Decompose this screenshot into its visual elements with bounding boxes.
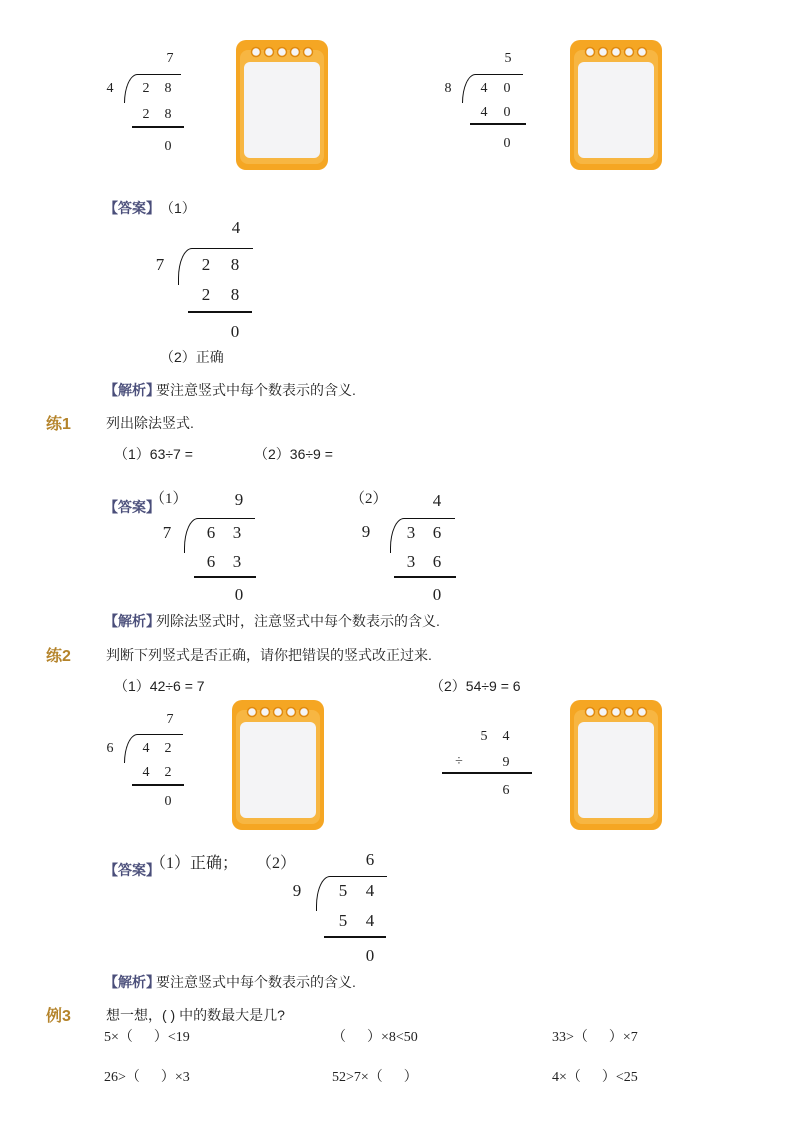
inequality-item: 33>（ ）×7: [552, 1030, 638, 1045]
divisor: 7: [162, 523, 172, 542]
result-line: [442, 772, 532, 774]
question-2: （2）54÷9 = 6: [430, 678, 521, 694]
notepad-icon: [236, 40, 328, 170]
dividend-digit: 6: [432, 523, 442, 542]
dividend-digit: 2: [164, 741, 172, 756]
quotient: 7: [166, 51, 174, 66]
product-digit: 5: [338, 911, 348, 930]
dividend-digit: 8: [230, 255, 240, 274]
subtraction-line: [188, 311, 252, 313]
subtraction-line: [394, 576, 456, 578]
divisor: 9: [292, 881, 302, 900]
analysis-text: 列除法竖式时，注意竖式中每个数表示的含义.: [156, 613, 440, 629]
inequality-item: （ ）×8<50: [332, 1030, 418, 1045]
remainder: 0: [164, 139, 172, 154]
remainder: 0: [503, 136, 511, 151]
product-digit: 4: [480, 105, 488, 120]
answer-part-number: （2）: [350, 491, 388, 507]
quotient: 4: [231, 218, 241, 237]
question-1: （1）63÷7 =: [114, 446, 193, 462]
instruction: 列出除法竖式.: [106, 415, 194, 431]
remainder: 0: [432, 585, 442, 604]
top-digit: 5: [480, 729, 488, 744]
dividend-digit: 5: [338, 881, 348, 900]
subtraction-line: [470, 123, 526, 125]
result: 6: [502, 783, 510, 798]
inequality-item: 26>（ ）×3: [104, 1070, 190, 1085]
quotient: 4: [432, 491, 442, 510]
divisor: 4: [106, 81, 114, 96]
dividend-digit: 4: [480, 81, 488, 96]
product-digit: 3: [232, 552, 242, 571]
instruction: 判断下列竖式是否正确，请你把错误的竖式改正过来.: [106, 647, 432, 663]
product-digit: 4: [142, 765, 150, 780]
subtraction-line: [324, 936, 386, 938]
quotient: 5: [504, 51, 512, 66]
dividend-digit: 2: [142, 81, 150, 96]
product-digit: 6: [206, 552, 216, 571]
analysis-text: 要注意竖式中每个数表示的含义.: [156, 974, 356, 990]
divisor: 9: [361, 522, 371, 541]
operator: ÷: [455, 754, 463, 769]
remainder: 0: [365, 946, 375, 965]
product-digit: 3: [406, 552, 416, 571]
section-tag: 练1: [46, 416, 71, 433]
dividend-digit: 6: [206, 523, 216, 542]
analysis-text: 要注意竖式中每个数表示的含义.: [156, 382, 356, 398]
section-tag: 例3: [46, 1008, 71, 1025]
instruction: 想一想，( ) 中的数最大是几?: [106, 1007, 285, 1023]
section-tag: 练2: [46, 648, 71, 665]
answer-text: （1）正确；: [150, 855, 239, 872]
answer-part2: （2）正确: [160, 349, 224, 365]
dividend-digit: 8: [164, 81, 172, 96]
dividend-digit: 3: [406, 523, 416, 542]
answer-part-number: （1）: [150, 491, 188, 507]
dividend-digit: 3: [232, 523, 242, 542]
inequality-item: 5×（ ）<19: [104, 1030, 190, 1045]
analysis-label: 【解析】: [104, 382, 160, 398]
dividend-digit: 0: [503, 81, 511, 96]
answer-part-number: （2）: [256, 855, 297, 872]
subtraction-line: [132, 784, 184, 786]
divisor: 6: [106, 741, 114, 756]
analysis-label: 【解析】: [104, 613, 160, 629]
remainder: 0: [230, 322, 240, 341]
notepad-icon: [570, 700, 662, 830]
analysis-label: 【解析】: [104, 974, 160, 990]
remainder: 0: [234, 585, 244, 604]
product-digit: 8: [230, 285, 240, 304]
product-digit: 8: [164, 107, 172, 122]
product-digit: 2: [142, 107, 150, 122]
divisor: 8: [444, 81, 452, 96]
bottom-digit: 9: [502, 755, 510, 770]
question-2: （2）36÷9 =: [254, 446, 333, 462]
dividend-digit: 4: [142, 741, 150, 756]
quotient: 7: [166, 712, 174, 727]
answer-part-number: （1）: [160, 200, 196, 216]
remainder: 0: [164, 794, 172, 809]
product-digit: 4: [365, 911, 375, 930]
quotient: 6: [365, 850, 375, 869]
quotient: 9: [234, 490, 244, 509]
top-digit: 4: [502, 729, 510, 744]
notepad-icon: [570, 40, 662, 170]
answer-label: 【答案】: [104, 200, 160, 216]
dividend-digit: 2: [201, 255, 211, 274]
answer-label: 【答案】: [104, 499, 160, 515]
dividend-digit: 4: [365, 881, 375, 900]
divisor: 7: [155, 255, 165, 274]
notepad-icon: [232, 700, 324, 830]
question-1: （1）42÷6 = 7: [114, 678, 205, 694]
product-digit: 2: [201, 285, 211, 304]
product-digit: 2: [164, 765, 172, 780]
inequality-item: 4×（ ）<25: [552, 1070, 638, 1085]
subtraction-line: [132, 126, 184, 128]
answer-label: 【答案】: [104, 862, 160, 878]
subtraction-line: [194, 576, 256, 578]
product-digit: 6: [432, 552, 442, 571]
inequality-item: 52>7×（ ）: [332, 1070, 418, 1085]
product-digit: 0: [503, 105, 511, 120]
